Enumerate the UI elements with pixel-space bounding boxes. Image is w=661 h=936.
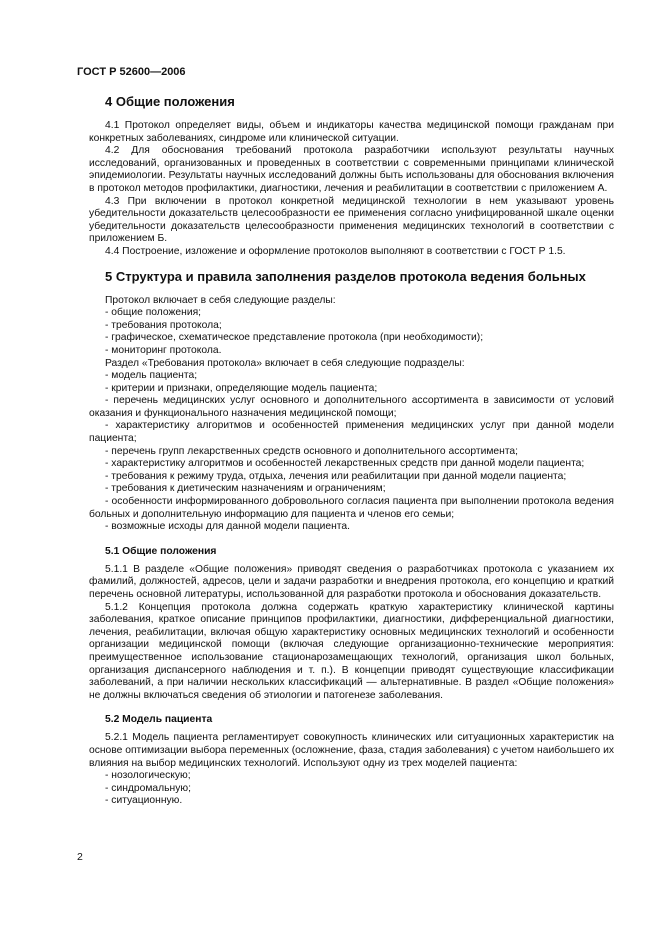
list-item: - общие положения; bbox=[105, 307, 202, 319]
list-item: - требования к режиму труда, отдыха, лечения или реабилитации при данной модели пациента; bbox=[105, 470, 567, 482]
page-number: 2 bbox=[77, 851, 83, 863]
list-item: - графическое, схематическое представление протокола (при необходимости); bbox=[105, 332, 484, 344]
page-content bbox=[89, 94, 614, 808]
clause-5-2-1: 5.2.1 Модель пациента регламентирует совокупность клинических или ситуационных характеристик на основе оптимизации выбора переменных (осложнение, фаза, стадия заболевания) с учетом наибольшего их влияния на выбор медицинских технологий. Используют одну из трех моделей пациента: bbox=[89, 732, 614, 769]
list-item: - требования к диетическим назначениям и ограничениям; bbox=[105, 483, 386, 495]
clause-4-1: 4.1 Протокол определяет виды, объем и индикаторы качества медицинской помощи гражданам при конкретных заболеваниях, синдроме или клинической ситуации. bbox=[89, 120, 614, 144]
list-item: - модель пациента; bbox=[105, 370, 198, 382]
list-item: - ситуационную. bbox=[105, 795, 183, 807]
list-item: - характеристику алгоритмов и особенностей применения медицинских услуг при данной модели пациента; bbox=[89, 420, 614, 445]
clause-5-1-1: 5.1.1 В разделе «Общие положения» приводят сведения о разработчиках протокола с указанием их фамилий, должностей, адресов, цели и задачи разработки и внедрения протокола, его концепцию и краткий перечень основной литературы, использованной для разработки протокола и обоснования доказательств. bbox=[89, 563, 614, 600]
list-item: - перечень групп лекарственных средств основного и дополнительного ассортимента; bbox=[105, 445, 519, 457]
list-item: - критерии и признаки, определяющие модель пациента; bbox=[105, 382, 378, 394]
subsection-5-2-heading: 5.2 Модель пациента bbox=[105, 714, 213, 726]
list-item: - возможные исходы для данной модели пациента. bbox=[105, 521, 350, 533]
clause-4-3: 4.3 При включении в протокол конкретной медицинской технологии в нем указывают уровень убедительности доказательств целесообразности ее применения согласно унифицированной шкале оценки убедительности доказательств целесообразности применения медицинских технологий в соответствии с приложением Б. bbox=[89, 195, 614, 245]
list-item: - требования протокола; bbox=[105, 319, 222, 331]
section-5-heading: 5 Структура и правила заполнения разделов протокола ведения больных bbox=[105, 268, 586, 284]
subsection-5-1-heading: 5.1 Общие положения bbox=[105, 545, 217, 557]
list-item: - особенности информированного добровольного согласия пациента при выполнении протокола ведения больных и дополнительную информацию для пациента и членов его семьи; bbox=[89, 496, 614, 520]
list-item: - мониторинг протокола. bbox=[105, 344, 222, 356]
list-item: - нозологическую; bbox=[105, 770, 191, 782]
list-item: - характеристику алгоритмов и особенностей лекарственных средств при данной модели пациента; bbox=[105, 458, 585, 470]
section-4-heading: 4 Общие положения bbox=[105, 94, 235, 109]
clause-4-2: 4.2 Для обоснования требований протокола разработчики используют результаты научных исследований, организованных и проведенных в соответствии с современными принципами клинической эпидемиологии. Результаты научных исследований должны быть использованы для обоснования включения в протокол методов профилактики, диагностики, лечения и реабилитации в соответствии с приложением А. bbox=[89, 145, 614, 194]
clause-4-4: 4.4 Построение, изложение и оформление протоколов выполняют в соответствии с ГОСТ Р 1.5. bbox=[105, 245, 566, 257]
running-header: ГОСТ Р 52600—2006 bbox=[77, 66, 186, 78]
section-5-intro: Протокол включает в себя следующие разделы: bbox=[105, 294, 336, 306]
clause-5-1-2: 5.1.2 Концепция протокола должна содержать краткую характеристику клинической картины заболевания, краткое описание принципов профилактики, диагностики, дифференциальной диагностики, лечения, реабилитации, включая общую характеристику основных медицинских технологий и особенности организации медицинской помощи (включая следующие организационно-технические мероприятия: преимущественное использование стационарозамещающих технологий, организация школ больных, организация диспансерного наблюдения и т. п.). В концепции приводят существующие классификации заболеваний, а при наличии нескольких классификаций — альтернативные. В раздел «Общие положения» не должны включаться сведения об этиологии и патогенезе заболевания. bbox=[89, 601, 614, 701]
list-item: - синдромальную; bbox=[105, 782, 191, 794]
requirements-intro: Раздел «Требования протокола» включает в себя следующие подразделы: bbox=[105, 357, 465, 369]
list-item: - перечень медицинских услуг основного и дополнительного ассортимента в зависимости от условий оказания и функционального назначения медицинской помощи; bbox=[89, 395, 614, 419]
